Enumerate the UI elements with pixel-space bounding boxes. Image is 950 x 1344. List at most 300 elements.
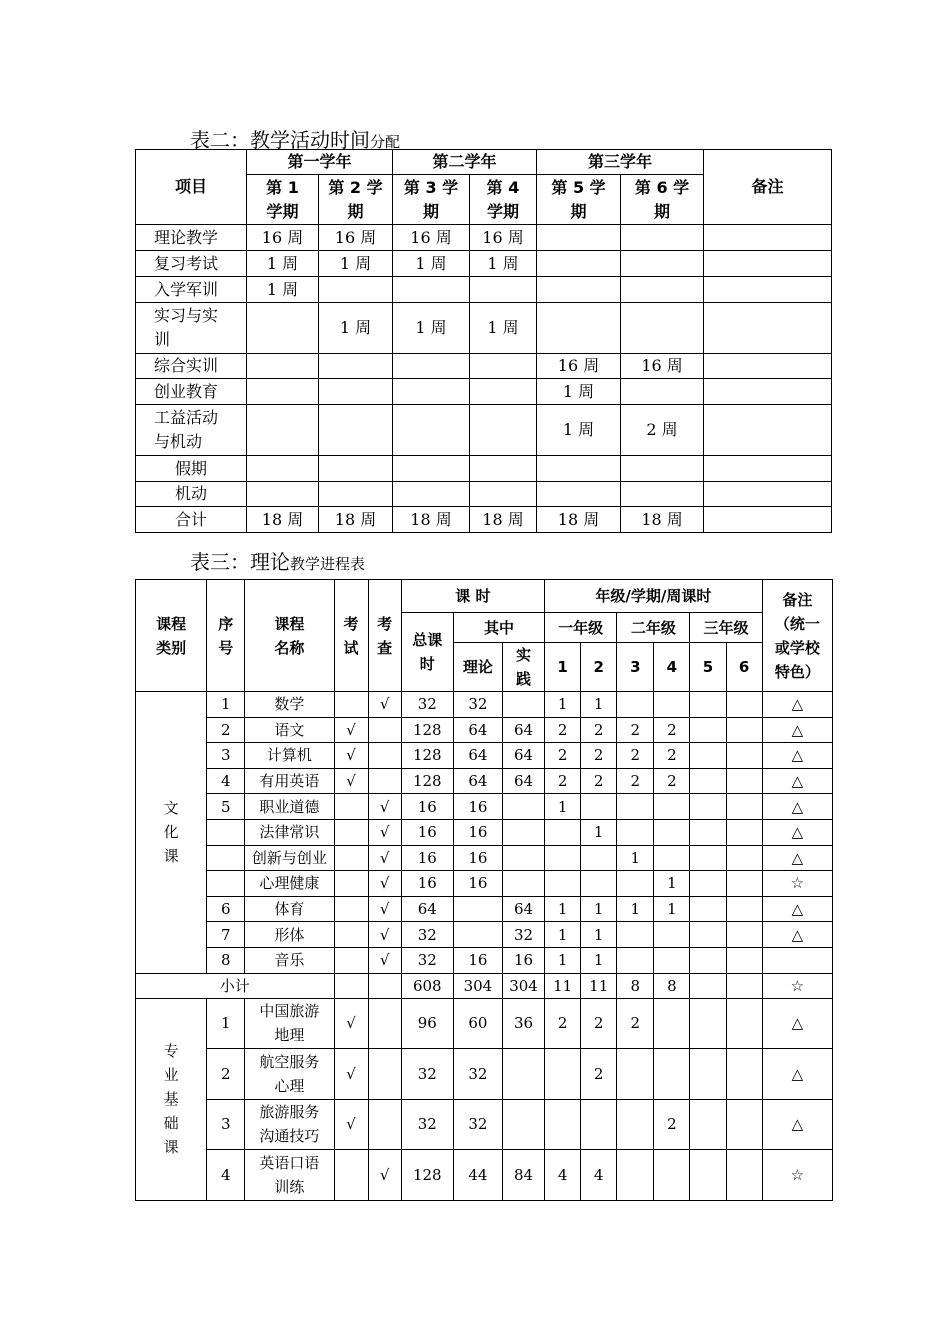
row-term-hours (690, 922, 726, 948)
row-check: √ (368, 819, 401, 845)
row-term-hours: 1 (581, 896, 617, 922)
row-value (621, 482, 704, 507)
row-total: 32 (401, 922, 453, 948)
row-term-hours (690, 1150, 726, 1201)
header-theory: 理论 (453, 643, 502, 692)
row-value: 1 周 (319, 251, 393, 277)
header-term: 第 3 学 期 (393, 175, 470, 225)
table3-row (136, 871, 833, 897)
row-name: 计算机 (245, 743, 334, 769)
row-term-hours (654, 998, 690, 1049)
row-value: 1 周 (393, 303, 470, 354)
table3-row (136, 947, 833, 973)
row-note (704, 303, 832, 354)
row-practice (502, 871, 544, 897)
row-check (368, 717, 401, 743)
row-practice: 84 (502, 1150, 544, 1201)
row-seq: 8 (207, 947, 245, 973)
subtotal-check (368, 973, 401, 998)
header-grade: 年级/学期/周课时 (545, 580, 763, 613)
row-term-hours (581, 871, 617, 897)
header-year: 第三学年 (537, 150, 704, 175)
row-term-hours (617, 794, 654, 820)
table3-caption-main: 表三：理论 (190, 550, 290, 574)
row-term-hours (690, 692, 726, 718)
row-theory: 60 (453, 998, 502, 1049)
row-total: 16 (401, 845, 453, 871)
row-term-hours (690, 1099, 726, 1150)
row-theory: 32 (453, 1049, 502, 1100)
header-total: 总课 时 (401, 613, 453, 692)
row-term-hours (726, 717, 762, 743)
row-practice (502, 845, 544, 871)
row-term-hours: 1 (581, 922, 617, 948)
row-theory: 16 (453, 845, 502, 871)
row-term-hours (581, 845, 617, 871)
row-term-hours (726, 819, 762, 845)
row-term-hours: 1 (617, 845, 654, 871)
row-term-hours: 1 (545, 896, 581, 922)
row-value (470, 456, 537, 482)
row-check (368, 1049, 401, 1100)
row-value: 16 周 (470, 225, 537, 251)
row-term-hours (654, 922, 690, 948)
row-value (247, 379, 319, 405)
header-name: 课程 名称 (245, 580, 334, 692)
header-term: 2 (581, 643, 617, 692)
header-term: 第 4 学期 (470, 175, 537, 225)
row-seq: 4 (207, 768, 245, 794)
row-value: 1 周 (470, 303, 537, 354)
row-total: 128 (401, 768, 453, 794)
row-value: 16 周 (537, 354, 621, 379)
row-check: √ (368, 692, 401, 718)
row-term-hours (617, 819, 654, 845)
table3-row (136, 922, 833, 948)
row-note: ☆ (762, 1150, 832, 1201)
header-hours: 课 时 (401, 580, 544, 613)
category-culture: 文 化 课 (136, 692, 207, 974)
row-total: 16 (401, 871, 453, 897)
row-value (621, 251, 704, 277)
row-note (704, 277, 832, 303)
row-value (470, 379, 537, 405)
row-name: 体育 (245, 896, 334, 922)
row-value: 1 周 (537, 379, 621, 405)
row-value (319, 482, 393, 507)
row-check: √ (368, 794, 401, 820)
row-term-hours: 2 (581, 743, 617, 769)
header-seq: 序 号 (207, 580, 245, 692)
table3-row (136, 1049, 833, 1100)
row-value (537, 225, 621, 251)
row-term-hours: 2 (654, 1099, 690, 1150)
row-value: 16 周 (247, 225, 319, 251)
row-name: 法律常识 (245, 819, 334, 845)
row-theory: 16 (453, 794, 502, 820)
row-note: △ (762, 819, 832, 845)
row-term-hours (581, 794, 617, 820)
row-total: 32 (401, 692, 453, 718)
row-note (704, 251, 832, 277)
row-value (470, 354, 537, 379)
row-value: 1 周 (470, 251, 537, 277)
header-term: 4 (654, 643, 690, 692)
row-term-hours (581, 1099, 617, 1150)
row-value (537, 482, 621, 507)
row-check (368, 768, 401, 794)
row-term-hours (726, 1049, 762, 1100)
header-grade2: 二年级 (617, 613, 690, 643)
row-term-hours: 2 (545, 717, 581, 743)
row-seq: 3 (207, 743, 245, 769)
row-item: 创业教育 (136, 379, 247, 405)
table3-header-1 (136, 580, 833, 613)
row-term-hours: 2 (545, 743, 581, 769)
subtotal-exam (334, 973, 368, 998)
row-item: 合计 (136, 507, 247, 533)
theory-schedule-table (135, 579, 833, 1201)
row-name: 心理健康 (245, 871, 334, 897)
subtotal-term-hours: 8 (617, 973, 654, 998)
row-seq (207, 871, 245, 897)
row-value (247, 405, 319, 456)
row-note: △ (762, 922, 832, 948)
header-term: 第 2 学 期 (319, 175, 393, 225)
table2-row (136, 482, 832, 507)
row-value (319, 379, 393, 405)
row-note (762, 947, 832, 973)
row-term-hours (690, 794, 726, 820)
row-value (470, 277, 537, 303)
row-term-hours: 2 (581, 998, 617, 1049)
row-term-hours (726, 998, 762, 1049)
row-total: 128 (401, 717, 453, 743)
row-exam: √ (334, 1099, 368, 1150)
subtotal-term-hours (726, 973, 762, 998)
table3-row (136, 794, 833, 820)
row-value (537, 303, 621, 354)
row-total: 16 (401, 794, 453, 820)
row-value (393, 456, 470, 482)
row-theory: 44 (453, 1150, 502, 1201)
row-term-hours (726, 743, 762, 769)
subtotal-note: ☆ (762, 973, 832, 998)
row-term-hours (654, 1049, 690, 1100)
subtotal-term-hours (690, 973, 726, 998)
row-value (393, 482, 470, 507)
row-theory: 16 (453, 947, 502, 973)
row-note (704, 354, 832, 379)
table2-row (136, 405, 832, 456)
row-item: 理论教学 (136, 225, 247, 251)
row-term-hours: 2 (654, 743, 690, 769)
row-value: 16 周 (393, 225, 470, 251)
row-name: 英语口语 训练 (245, 1150, 334, 1201)
row-value (537, 251, 621, 277)
row-term-hours: 1 (545, 947, 581, 973)
row-value: 18 周 (537, 507, 621, 533)
row-check (368, 743, 401, 769)
row-practice (502, 1099, 544, 1150)
row-value (393, 405, 470, 456)
row-value (537, 277, 621, 303)
row-exam: √ (334, 743, 368, 769)
row-practice (502, 692, 544, 718)
row-term-hours: 1 (545, 692, 581, 718)
row-value (621, 277, 704, 303)
row-term-hours: 1 (581, 692, 617, 718)
row-term-hours: 2 (617, 998, 654, 1049)
row-exam (334, 922, 368, 948)
row-term-hours (726, 1099, 762, 1150)
table2-row (136, 354, 832, 379)
row-total: 96 (401, 998, 453, 1049)
table3-row (136, 717, 833, 743)
row-item: 复习考试 (136, 251, 247, 277)
row-check: √ (368, 947, 401, 973)
row-item: 实习与实 训 (136, 303, 247, 354)
row-check (368, 1099, 401, 1150)
header-category: 课程 类别 (136, 580, 207, 692)
header-note: 备注 (704, 150, 832, 225)
row-name: 音乐 (245, 947, 334, 973)
row-seq: 5 (207, 794, 245, 820)
row-value: 18 周 (393, 507, 470, 533)
row-practice: 64 (502, 743, 544, 769)
row-term-hours (726, 1150, 762, 1201)
row-seq: 3 (207, 1099, 245, 1150)
table2-row (136, 277, 832, 303)
row-note: ☆ (762, 871, 832, 897)
row-value (247, 354, 319, 379)
row-term-hours (690, 819, 726, 845)
row-term-hours: 2 (581, 717, 617, 743)
table2-row (136, 379, 832, 405)
table3-row (136, 743, 833, 769)
row-term-hours: 2 (654, 768, 690, 794)
row-term-hours: 1 (617, 896, 654, 922)
row-theory (453, 922, 502, 948)
row-value: 1 周 (247, 277, 319, 303)
row-note: △ (762, 896, 832, 922)
row-term-hours: 1 (654, 896, 690, 922)
header-term: 第 5 学 期 (537, 175, 621, 225)
row-total: 128 (401, 1150, 453, 1201)
row-term-hours: 2 (617, 743, 654, 769)
row-note: △ (762, 1099, 832, 1150)
row-value (319, 456, 393, 482)
row-exam: √ (334, 1049, 368, 1100)
row-value (621, 225, 704, 251)
row-name: 创新与创业 (245, 845, 334, 871)
row-name: 中国旅游 地理 (245, 998, 334, 1049)
row-exam (334, 1150, 368, 1201)
row-theory (453, 896, 502, 922)
row-value: 16 周 (621, 354, 704, 379)
header-term: 第 1 学期 (247, 175, 319, 225)
row-value (621, 379, 704, 405)
row-note: △ (762, 1049, 832, 1100)
row-term-hours (617, 692, 654, 718)
row-theory: 64 (453, 717, 502, 743)
row-value (470, 482, 537, 507)
row-practice (502, 794, 544, 820)
row-name: 形体 (245, 922, 334, 948)
table3-row (136, 692, 833, 718)
row-seq: 2 (207, 1049, 245, 1100)
header-practice: 实 践 (502, 643, 544, 692)
header-term: 3 (617, 643, 654, 692)
row-value (247, 303, 319, 354)
row-term-hours (654, 794, 690, 820)
row-term-hours (545, 1099, 581, 1150)
row-value: 16 周 (319, 225, 393, 251)
table3-row (136, 896, 833, 922)
row-note (704, 379, 832, 405)
row-seq: 2 (207, 717, 245, 743)
row-value (319, 354, 393, 379)
row-theory: 32 (453, 692, 502, 718)
row-total: 32 (401, 947, 453, 973)
subtotal-term-hours: 11 (581, 973, 617, 998)
row-term-hours (690, 947, 726, 973)
row-check: √ (368, 1150, 401, 1201)
row-value (319, 405, 393, 456)
category-professional: 专 业 基 础 课 (136, 998, 207, 1200)
row-term-hours: 1 (654, 871, 690, 897)
row-value (393, 379, 470, 405)
row-total: 128 (401, 743, 453, 769)
row-note: △ (762, 998, 832, 1049)
row-term-hours (726, 947, 762, 973)
row-note (704, 482, 832, 507)
header-grade3: 三年级 (690, 613, 762, 643)
row-term-hours: 1 (545, 922, 581, 948)
row-value: 1 周 (247, 251, 319, 277)
row-total: 32 (401, 1099, 453, 1150)
row-value: 18 周 (319, 507, 393, 533)
table3-row (136, 1150, 833, 1201)
header-year: 第一学年 (247, 150, 393, 175)
row-exam (334, 896, 368, 922)
header-note: 备注 （统一 或学校 特色） (762, 580, 832, 692)
row-value (319, 277, 393, 303)
header-term: 6 (726, 643, 762, 692)
row-seq: 7 (207, 922, 245, 948)
row-value (247, 482, 319, 507)
row-check: √ (368, 871, 401, 897)
row-value (393, 277, 470, 303)
row-term-hours (726, 922, 762, 948)
row-exam (334, 871, 368, 897)
table2-year-header (136, 150, 832, 175)
table3-row (136, 845, 833, 871)
header-exam: 考 试 (334, 580, 368, 692)
row-practice: 64 (502, 717, 544, 743)
row-practice: 32 (502, 922, 544, 948)
row-term-hours: 2 (581, 768, 617, 794)
row-note: △ (762, 692, 832, 718)
row-value (393, 354, 470, 379)
table3-caption (190, 546, 365, 575)
row-theory: 16 (453, 871, 502, 897)
header-item: 项目 (136, 150, 247, 225)
row-term-hours: 4 (545, 1150, 581, 1201)
subtotal-total: 608 (401, 973, 453, 998)
subtotal-practice: 304 (502, 973, 544, 998)
row-theory: 64 (453, 743, 502, 769)
row-practice: 64 (502, 896, 544, 922)
row-term-hours (654, 1150, 690, 1201)
row-term-hours (726, 768, 762, 794)
subtotal-term-hours: 11 (545, 973, 581, 998)
row-total: 64 (401, 896, 453, 922)
row-item: 综合实训 (136, 354, 247, 379)
header-grade1: 一年级 (545, 613, 617, 643)
subtotal-label: 小计 (136, 973, 335, 998)
row-term-hours: 2 (654, 717, 690, 743)
row-practice (502, 1049, 544, 1100)
row-value: 1 周 (319, 303, 393, 354)
table2-row (136, 225, 832, 251)
row-term-hours: 2 (581, 1049, 617, 1100)
row-exam (334, 692, 368, 718)
row-seq: 1 (207, 998, 245, 1049)
row-practice (502, 819, 544, 845)
table3-caption-small: 教学进程表 (290, 555, 366, 573)
row-term-hours (726, 692, 762, 718)
row-value (621, 303, 704, 354)
row-practice: 16 (502, 947, 544, 973)
row-name: 航空服务 心理 (245, 1049, 334, 1100)
row-seq: 1 (207, 692, 245, 718)
table3-row (136, 819, 833, 845)
table2-row (136, 303, 832, 354)
row-theory: 32 (453, 1099, 502, 1150)
row-seq (207, 845, 245, 871)
row-term-hours (690, 743, 726, 769)
row-note: △ (762, 743, 832, 769)
row-item: 假期 (136, 456, 247, 482)
table3-row (136, 998, 833, 1049)
row-term-hours (545, 845, 581, 871)
row-exam: √ (334, 998, 368, 1049)
row-value (621, 456, 704, 482)
row-note: △ (762, 794, 832, 820)
header-term: 第 6 学 期 (621, 175, 704, 225)
table2-caption-main: 表二：教学活动时间 (190, 128, 370, 152)
row-value: 18 周 (247, 507, 319, 533)
row-value (247, 456, 319, 482)
row-exam: √ (334, 717, 368, 743)
row-name: 旅游服务 沟通技巧 (245, 1099, 334, 1150)
row-exam: √ (334, 768, 368, 794)
row-check (368, 998, 401, 1049)
row-term-hours (545, 871, 581, 897)
row-term-hours (617, 922, 654, 948)
row-term-hours (654, 692, 690, 718)
row-term-hours (545, 1049, 581, 1100)
row-check: √ (368, 845, 401, 871)
row-term-hours: 1 (581, 947, 617, 973)
row-value: 1 周 (393, 251, 470, 277)
table3-row (136, 768, 833, 794)
row-term-hours (726, 845, 762, 871)
row-note: △ (762, 717, 832, 743)
row-term-hours (690, 998, 726, 1049)
row-term-hours (654, 947, 690, 973)
